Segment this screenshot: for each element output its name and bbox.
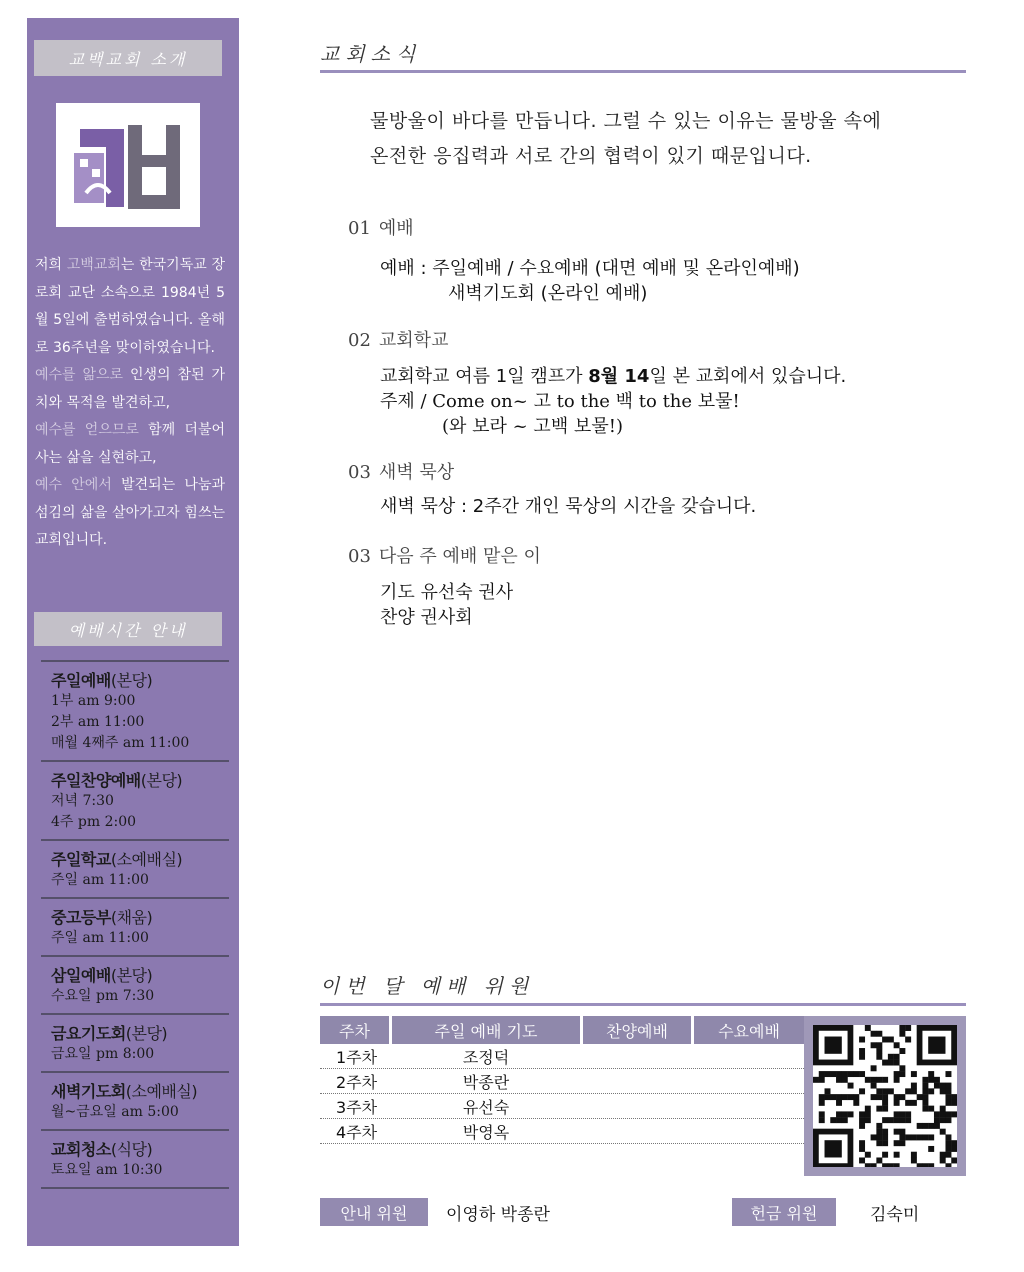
sidebar [27, 18, 239, 1246]
offering-label: 헌금 위원 [732, 1198, 836, 1226]
schedule-item [41, 839, 229, 897]
schedule-item-title: 삼일예배(본당) [51, 966, 153, 985]
duty-rule [320, 1003, 966, 1006]
qr-code[interactable] [804, 1016, 966, 1176]
news-title: 교회소식 [320, 42, 422, 66]
schedule-item [41, 1013, 229, 1071]
guide-value: 이영하 박종란 [446, 1205, 550, 1225]
intro-text: 저희 고백교회는 한국기독교 장로회 교단 소속으로 1984년 5월 5일에 출범하였습니다. 올해로 36주년을 맞이하였습니다. 예수를 앎으로 인생의 참된 가치와 목적을 발견하고, 예수를 얻으므로 함께 더불어 사는 삶을 실현하고, 예수 안에서 발견되는 나눔과 섬김의 삶을 살아가고자 힘쓰는 교회입니다. [35, 257, 226, 548]
col-praise: 찬양예배 [583, 1016, 691, 1044]
news-rule [320, 70, 966, 73]
schedule-item [41, 955, 229, 1013]
duty-title: 이번 달 예배 위원 [320, 974, 535, 998]
intro-header: 교백교회 소개 [34, 40, 222, 76]
schedule-item-time: 금요일 pm 8:00 [51, 1046, 155, 1062]
qr-code-icon [813, 1025, 957, 1167]
schedule-item-time: 2부 am 11:00 [51, 714, 145, 730]
cell-week: 4주차 [336, 1122, 378, 1142]
schedule-item-title: 주일학교(소예배실) [51, 850, 183, 869]
schedule-item-time: 매월 4째주 am 11:00 [51, 735, 190, 751]
schedule-item [41, 1129, 229, 1187]
schedule-item-time: 월~금요일 am 5:00 [51, 1104, 179, 1120]
cell-prayer: 조정덕 [462, 1047, 510, 1067]
col-prayer: 주일 예배 기도 [392, 1016, 580, 1044]
schedule-item-time: 1부 am 9:00 [51, 693, 136, 709]
schedule-item-time: 수요일 pm 7:30 [51, 988, 155, 1004]
cell-week: 3주차 [336, 1097, 378, 1117]
news-item-meditation-head: 03 새벽 묵상 [348, 462, 455, 483]
cell-prayer: 유선숙 [462, 1097, 510, 1117]
schedule-item-title: 금요기도회(본당) [51, 1024, 168, 1043]
church-name: 고백교회 [66, 257, 121, 273]
table-row [320, 1094, 804, 1119]
schedule-item-time: 주일 am 11:00 [51, 872, 149, 888]
duty-table [320, 1016, 804, 1144]
table-row [320, 1044, 804, 1069]
schedule-list [41, 660, 229, 1189]
news-item-meditation-body: 새벽 묵상 : 2주간 개인 묵상의 시간을 갖습니다. [380, 496, 757, 517]
schedule-end-rule [41, 1187, 229, 1189]
duty-table-header [320, 1016, 804, 1044]
table-row [320, 1069, 804, 1094]
schedule-item-time: 주일 am 11:00 [51, 930, 149, 946]
cell-week: 1주차 [336, 1047, 378, 1067]
church-logo-icon [56, 103, 200, 227]
news-item-next-week-body: 기도 유선숙 권사 찬양 권사회 [380, 582, 514, 628]
schedule-item-time: 저녁 7:30 [51, 793, 114, 809]
news-item-worship-body: 예배 : 주일예배 / 수요예배 (대면 예배 및 온라인예배) 새벽기도회 (온라인 예배) [380, 258, 800, 304]
schedule-item-title: 교회청소(식당) [51, 1140, 153, 1159]
news-item-school-head: 02 교회학교 [348, 330, 449, 351]
news-item-school-body: 교회학교 여름 1일 캠프가 8월 14일 본 교회에서 있습니다. 주제 / Come on~ 고 to the 백 to the 보물! (와 보라 ~ 고백 보물!) [380, 366, 847, 437]
news-lead: 물방울이 바다를 만듭니다. 그럴 수 있는 이유는 물방울 속에 온전한 응집력과 서로 간의 협력이 있기 때문입니다. [370, 110, 882, 167]
schedule-item-title: 주일예배(본당) [51, 671, 153, 690]
schedule-item-title: 주일찬양예배(본당) [51, 771, 183, 790]
cell-week: 2주차 [336, 1072, 378, 1092]
news-item-next-week-head: 03 다음 주 예배 맡은 이 [348, 546, 541, 567]
schedule-item [41, 660, 229, 760]
schedule-item [41, 760, 229, 839]
church-logo [56, 103, 200, 227]
schedule-item-title: 새벽기도회(소예배실) [51, 1082, 198, 1101]
duty-table-body [320, 1044, 804, 1144]
offering-value: 김숙미 [870, 1205, 920, 1225]
cell-prayer: 박영옥 [462, 1122, 510, 1142]
schedule-item-time: 4주 pm 2:00 [51, 814, 137, 830]
col-week: 주차 [320, 1016, 389, 1044]
schedule-item [41, 1071, 229, 1129]
schedule-header: 예배시간 안내 [34, 612, 222, 646]
schedule-item [41, 897, 229, 955]
col-wednesday: 수요예배 [694, 1016, 804, 1044]
news-item-worship-head: 01 예배 [348, 218, 414, 239]
schedule-item-time: 토요일 am 10:30 [51, 1162, 163, 1178]
schedule-item-title: 중고등부(채움) [51, 908, 153, 927]
guide-label: 안내 위원 [320, 1198, 428, 1226]
table-row [320, 1119, 804, 1144]
cell-prayer: 박종란 [462, 1072, 510, 1092]
